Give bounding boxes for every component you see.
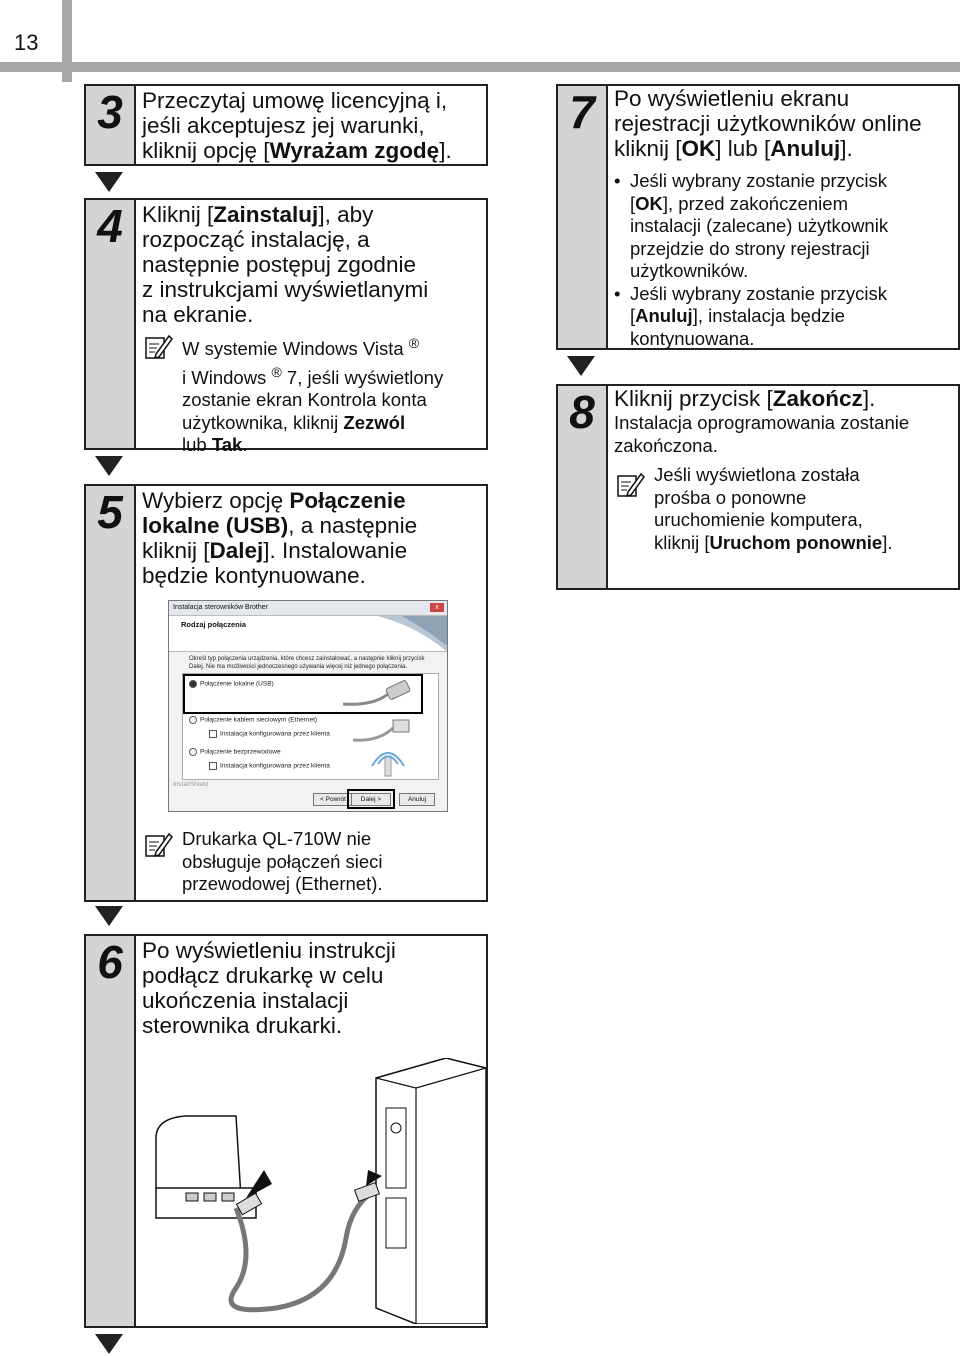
window-title: Instalacja sterowników Brother xyxy=(169,601,447,616)
step-number: 5 xyxy=(97,486,123,538)
wireless-icon xyxy=(363,744,413,778)
page-header-tab xyxy=(62,0,72,82)
radio-wired[interactable]: Połączenie kablem sieciowym (Ethernet) xyxy=(189,716,317,724)
step-8-text: Instalacja oprogramowania zostanie zakończona. xyxy=(614,412,910,456)
list-item: • Jeśli wybrany zostanie przycisk [Anuluj], instalacja będzie kontynuowana. xyxy=(614,283,952,351)
step-number: 8 xyxy=(569,386,595,438)
step-4-note: W systemie Windows Vista ® i Windows ® 7, jeśli wyświetlony zostanie ekran Kontrola konta użytkownika, kliknij Zezwól lub Tak. xyxy=(182,335,444,456)
printer-pc-connection-illustration xyxy=(146,1058,486,1324)
next-highlight-box xyxy=(347,789,395,809)
step-4-text: Kliknij [Zainstaluj], aby rozpocząć instalację, a następnie postępuj zgodnie z instrukcjami wyświetlanymi na ekranie. xyxy=(142,202,429,327)
header-graphic-icon xyxy=(357,616,447,652)
arrow-down-icon xyxy=(95,1334,123,1354)
step-8-note: Jeśli wyświetlona została prośba o ponowne uruchomienie komputera, kliknij [Uruchom ponownie]. xyxy=(654,464,893,553)
step-3-text: Przeczytaj umowę licencyjną i, jeśli akceptujesz jej warunki, kliknij opcję [Wyrażam zgodę]. xyxy=(142,88,452,163)
step-7-text: Po wyświetleniu ekranu rejestracji użytkowników online kliknij [OK] lub [Anuluj]. xyxy=(614,86,922,161)
dialog-heading: Rodzaj połączenia xyxy=(169,616,447,652)
checkbox-wireless-client[interactable]: Instalacja konfigurowana przez klienta xyxy=(209,762,330,770)
ethernet-cable-icon xyxy=(353,714,423,744)
back-button[interactable]: < Powrót xyxy=(313,793,353,806)
step-6-box xyxy=(84,934,488,1328)
step-number: 7 xyxy=(569,86,595,138)
options-frame xyxy=(182,673,439,780)
page-header-bar xyxy=(0,62,960,72)
arrow-down-icon xyxy=(95,906,123,926)
step-6-text: Po wyświetleniu instrukcji podłącz drukarkę w celu ukończenia instalacji sterownika drukarki. xyxy=(142,938,396,1038)
arrow-down-icon xyxy=(95,456,123,476)
step-3-box xyxy=(84,84,488,166)
step-8-title: Kliknij przycisk [Zakończ]. xyxy=(614,386,876,411)
cancel-button[interactable]: Anuluj xyxy=(399,793,435,806)
arrow-down-icon xyxy=(567,356,595,376)
note-pencil-icon xyxy=(144,332,174,362)
step-7-bullets xyxy=(614,170,952,350)
checkbox-wired-client[interactable]: Instalacja konfigurowana przez klienta xyxy=(209,730,330,738)
step-4-box xyxy=(84,198,488,456)
step-5-note: Drukarka QL-710W nie obsługuje połączeń sieci przewodowej (Ethernet). xyxy=(182,828,383,894)
arrow-down-icon xyxy=(95,172,123,192)
step-number: 3 xyxy=(97,86,123,138)
radio-usb[interactable]: Połączenie lokalne (USB) xyxy=(189,680,274,688)
step-5-text: Wybierz opcję Połączenie lokalne (USB), a następnie kliknij [Dalej]. Instalowanie będzie kontynuowane. xyxy=(142,488,418,588)
step-7-box xyxy=(556,84,960,350)
step-number: 6 xyxy=(97,936,123,988)
note-pencil-icon xyxy=(616,470,646,500)
note-pencil-icon xyxy=(144,830,174,860)
list-item: • Jeśli wybrany zostanie przycisk [OK], przed zakończeniem instalacji (zalecane) użytkownik przejdzie do strony rejestracji użytkowników. xyxy=(614,170,952,283)
step-8-box xyxy=(556,384,960,590)
close-icon[interactable]: x xyxy=(430,603,444,612)
step-number: 4 xyxy=(97,200,123,252)
usb-cable-icon xyxy=(343,676,423,710)
next-button[interactable]: Dalej > xyxy=(351,793,391,806)
radio-wireless[interactable]: Połączenie bezprzewodowe xyxy=(189,748,281,756)
page-number: 13 xyxy=(14,30,39,55)
installer-screenshot: Instalacja sterowników Brother x Rodzaj połączenia Określ typ połączenia urządzenia, które chcesz zainstalować, a następnie kliknij przycisk Dalej. Nie ma możliwości jednoczesnego używania więcej niż jednego połączenia. Połączenie lokalne (USB) Połączenie kablem sieciowym (Ethernet) Instalacja konfigurowana przez klienta Połączenie bezprzewodowe Instalacja konfigurowana przez klienta InstallShield < Powrót Dalej > Anuluj xyxy=(168,600,448,812)
